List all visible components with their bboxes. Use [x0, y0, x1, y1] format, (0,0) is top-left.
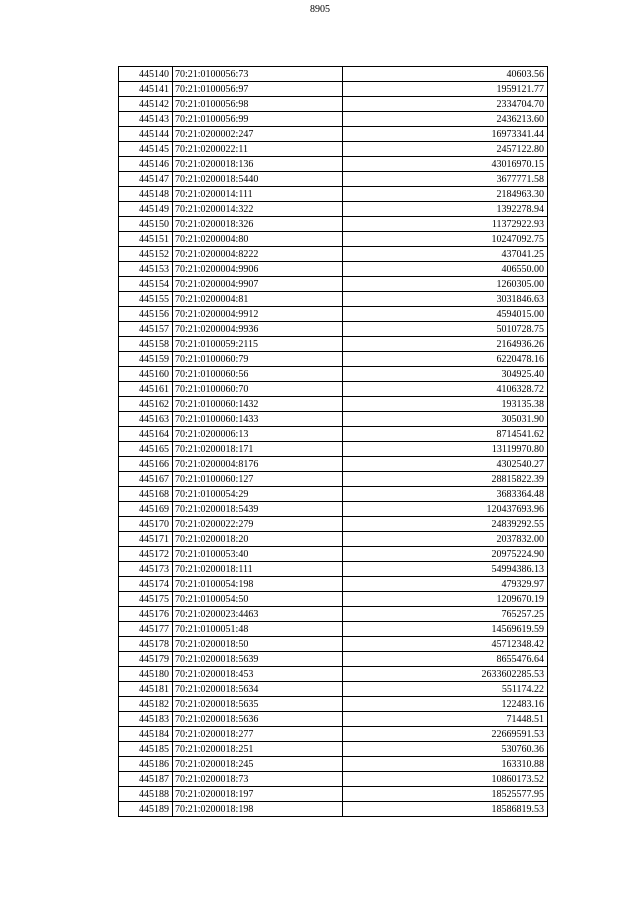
cadastral-number: 70:21:0200014:111 [173, 187, 343, 202]
row-number: 445140 [119, 67, 173, 82]
cadastral-number: 70:21:0200018:5634 [173, 682, 343, 697]
row-number: 445176 [119, 607, 173, 622]
table-row [119, 187, 548, 202]
row-number: 445159 [119, 352, 173, 367]
cadastral-number: 70:21:0200018:20 [173, 532, 343, 547]
table-row [119, 727, 548, 742]
table-row [119, 622, 548, 637]
table-row [119, 322, 548, 337]
table-row [119, 442, 548, 457]
row-number: 445152 [119, 247, 173, 262]
cadastral-number: 70:21:0100054:198 [173, 577, 343, 592]
row-number: 445188 [119, 787, 173, 802]
cadastral-value: 10247092.75 [343, 232, 548, 247]
cadastral-number: 70:21:0200004:80 [173, 232, 343, 247]
cadastral-number: 70:21:0200018:198 [173, 802, 343, 817]
cadastral-number: 70:21:0200004:81 [173, 292, 343, 307]
row-number: 445147 [119, 172, 173, 187]
cadastral-value: 40603.56 [343, 67, 548, 82]
table-row [119, 247, 548, 262]
cadastral-value: 2037832.00 [343, 532, 548, 547]
table-row [119, 607, 548, 622]
row-number: 445143 [119, 112, 173, 127]
cadastral-number: 70:21:0200018:73 [173, 772, 343, 787]
table-row [119, 652, 548, 667]
cadastral-value: 4594015.00 [343, 307, 548, 322]
table-row [119, 217, 548, 232]
cadastral-number: 70:21:0200018:5635 [173, 697, 343, 712]
cadastral-value: 5010728.75 [343, 322, 548, 337]
cadastral-number: 70:21:0200018:5440 [173, 172, 343, 187]
row-number: 445164 [119, 427, 173, 442]
cadastral-number: 70:21:0100060:1433 [173, 412, 343, 427]
table-row [119, 457, 548, 472]
cadastral-value: 1260305.00 [343, 277, 548, 292]
cadastral-number: 70:21:0200004:9906 [173, 262, 343, 277]
cadastral-value: 16973341.44 [343, 127, 548, 142]
table-row [119, 277, 548, 292]
table-row [119, 667, 548, 682]
cadastral-number: 70:21:0200018:111 [173, 562, 343, 577]
table-row [119, 802, 548, 817]
cadastral-value: 10860173.52 [343, 772, 548, 787]
cadastral-number: 70:21:0200018:245 [173, 757, 343, 772]
cadastral-value: 305031.90 [343, 412, 548, 427]
cadastral-number: 70:21:0100059:2115 [173, 337, 343, 352]
row-number: 445178 [119, 637, 173, 652]
table-row [119, 637, 548, 652]
cadastral-value: 1959121.77 [343, 82, 548, 97]
table-row [119, 367, 548, 382]
cadastral-number: 70:21:0200018:251 [173, 742, 343, 757]
table-row [119, 292, 548, 307]
cadastral-number: 70:21:0200018:197 [173, 787, 343, 802]
cadastral-number: 70:21:0200004:9936 [173, 322, 343, 337]
cadastral-value: 14569619.59 [343, 622, 548, 637]
cadastral-value: 551174.22 [343, 682, 548, 697]
cadastral-number: 70:21:0100054:50 [173, 592, 343, 607]
cadastral-number: 70:21:0200023:4463 [173, 607, 343, 622]
cadastral-number: 70:21:0200018:5439 [173, 502, 343, 517]
table-row [119, 232, 548, 247]
table-row [119, 697, 548, 712]
cadastral-number: 70:21:0100051:48 [173, 622, 343, 637]
table-row [119, 472, 548, 487]
cadastral-number: 70:21:0100060:79 [173, 352, 343, 367]
cadastral-value: 2633602285.53 [343, 667, 548, 682]
cadastral-value: 4302540.27 [343, 457, 548, 472]
cadastral-value: 120437693.96 [343, 502, 548, 517]
row-number: 445156 [119, 307, 173, 322]
cadastral-number: 70:21:0200018:50 [173, 637, 343, 652]
cadastral-value: 54994386.13 [343, 562, 548, 577]
row-number: 445175 [119, 592, 173, 607]
cadastral-value: 6220478.16 [343, 352, 548, 367]
cadastral-value: 406550.00 [343, 262, 548, 277]
cadastral-number: 70:21:0100060:127 [173, 472, 343, 487]
cadastral-number: 70:21:0100060:70 [173, 382, 343, 397]
table-row [119, 112, 548, 127]
row-number: 445183 [119, 712, 173, 727]
cadastral-number: 70:21:0100056:73 [173, 67, 343, 82]
cadastral-value: 8714541.62 [343, 427, 548, 442]
cadastral-value: 20975224.90 [343, 547, 548, 562]
table-row [119, 82, 548, 97]
table-row [119, 307, 548, 322]
table-row [119, 67, 548, 82]
row-number: 445171 [119, 532, 173, 547]
table-row [119, 562, 548, 577]
row-number: 445148 [119, 187, 173, 202]
row-number: 445169 [119, 502, 173, 517]
cadastral-value: 45712348.42 [343, 637, 548, 652]
cadastral-value: 479329.97 [343, 577, 548, 592]
row-number: 445149 [119, 202, 173, 217]
cadastral-value: 43016970.15 [343, 157, 548, 172]
cadastral-number: 70:21:0200004:9907 [173, 277, 343, 292]
cadastral-number: 70:21:0100056:99 [173, 112, 343, 127]
table-row [119, 502, 548, 517]
row-number: 445142 [119, 97, 173, 112]
cadastral-number: 70:21:0100060:56 [173, 367, 343, 382]
table-row [119, 487, 548, 502]
cadastral-value: 2334704.70 [343, 97, 548, 112]
row-number: 445151 [119, 232, 173, 247]
table-row [119, 787, 548, 802]
cadastral-number: 70:21:0200018:277 [173, 727, 343, 742]
cadastral-number: 70:21:0200004:9912 [173, 307, 343, 322]
cadastral-number: 70:21:0200018:453 [173, 667, 343, 682]
cadastral-value: 2184963.30 [343, 187, 548, 202]
cadastral-number: 70:21:0200004:8176 [173, 457, 343, 472]
page-number: 8905 [310, 4, 330, 15]
row-number: 445177 [119, 622, 173, 637]
table-row [119, 352, 548, 367]
table-row [119, 157, 548, 172]
row-number: 445168 [119, 487, 173, 502]
cadastral-value: 163310.88 [343, 757, 548, 772]
row-number: 445179 [119, 652, 173, 667]
cadastral-value: 193135.38 [343, 397, 548, 412]
table-row [119, 202, 548, 217]
cadastral-value: 437041.25 [343, 247, 548, 262]
row-number: 445161 [119, 382, 173, 397]
cadastral-value: 1209670.19 [343, 592, 548, 607]
cadastral-number: 70:21:0200022:279 [173, 517, 343, 532]
row-number: 445180 [119, 667, 173, 682]
cadastral-value: 18586819.53 [343, 802, 548, 817]
cadastral-value: 3031846.63 [343, 292, 548, 307]
table-row [119, 712, 548, 727]
row-number: 445162 [119, 397, 173, 412]
cadastral-number: 70:21:0200014:322 [173, 202, 343, 217]
table-row [119, 97, 548, 112]
row-number: 445173 [119, 562, 173, 577]
table-row [119, 757, 548, 772]
table-row [119, 142, 548, 157]
row-number: 445181 [119, 682, 173, 697]
cadastral-number: 70:21:0200004:8222 [173, 247, 343, 262]
cadastral-value: 13119970.80 [343, 442, 548, 457]
cadastral-value: 24839292.55 [343, 517, 548, 532]
cadastral-value-table [118, 66, 548, 817]
table-row [119, 262, 548, 277]
table-row [119, 382, 548, 397]
table-row [119, 427, 548, 442]
row-number: 445172 [119, 547, 173, 562]
table-row [119, 547, 548, 562]
cadastral-number: 70:21:0200018:5639 [173, 652, 343, 667]
row-number: 445184 [119, 727, 173, 742]
cadastral-value: 2164936.26 [343, 337, 548, 352]
cadastral-value: 3677771.58 [343, 172, 548, 187]
row-number: 445146 [119, 157, 173, 172]
cadastral-value: 11372922.93 [343, 217, 548, 232]
cadastral-value: 304925.40 [343, 367, 548, 382]
row-number: 445145 [119, 142, 173, 157]
cadastral-number: 70:21:0100056:98 [173, 97, 343, 112]
table-row [119, 592, 548, 607]
row-number: 445187 [119, 772, 173, 787]
cadastral-value: 122483.16 [343, 697, 548, 712]
cadastral-number: 70:21:0200018:326 [173, 217, 343, 232]
table-row [119, 412, 548, 427]
row-number: 445153 [119, 262, 173, 277]
table-row [119, 172, 548, 187]
row-number: 445163 [119, 412, 173, 427]
row-number: 445166 [119, 457, 173, 472]
cadastral-number: 70:21:0200022:11 [173, 142, 343, 157]
cadastral-number: 70:21:0200018:171 [173, 442, 343, 457]
table-row [119, 682, 548, 697]
row-number: 445154 [119, 277, 173, 292]
cadastral-number: 70:21:0100060:1432 [173, 397, 343, 412]
row-number: 445189 [119, 802, 173, 817]
cadastral-value: 2457122.80 [343, 142, 548, 157]
table-row [119, 337, 548, 352]
row-number: 445144 [119, 127, 173, 142]
row-number: 445186 [119, 757, 173, 772]
row-number: 445155 [119, 292, 173, 307]
row-number: 445157 [119, 322, 173, 337]
row-number: 445185 [119, 742, 173, 757]
row-number: 445165 [119, 442, 173, 457]
row-number: 445160 [119, 367, 173, 382]
table-row [119, 127, 548, 142]
cadastral-value: 2436213.60 [343, 112, 548, 127]
row-number: 445150 [119, 217, 173, 232]
cadastral-value: 71448.51 [343, 712, 548, 727]
row-number: 445158 [119, 337, 173, 352]
row-number: 445167 [119, 472, 173, 487]
cadastral-number: 70:21:0200002:247 [173, 127, 343, 142]
cadastral-number: 70:21:0200018:136 [173, 157, 343, 172]
table-row [119, 577, 548, 592]
cadastral-value: 530760.36 [343, 742, 548, 757]
table-row [119, 397, 548, 412]
cadastral-value: 3683364.48 [343, 487, 548, 502]
cadastral-number: 70:21:0200006:13 [173, 427, 343, 442]
cadastral-value: 765257.25 [343, 607, 548, 622]
cadastral-value: 8655476.64 [343, 652, 548, 667]
row-number: 445170 [119, 517, 173, 532]
table-row [119, 517, 548, 532]
cadastral-value: 28815822.39 [343, 472, 548, 487]
cadastral-value: 4106328.72 [343, 382, 548, 397]
table-row [119, 532, 548, 547]
table-row [119, 742, 548, 757]
row-number: 445182 [119, 697, 173, 712]
cadastral-number: 70:21:0100056:97 [173, 82, 343, 97]
cadastral-number: 70:21:0200018:5636 [173, 712, 343, 727]
cadastral-number: 70:21:0100053:40 [173, 547, 343, 562]
row-number: 445174 [119, 577, 173, 592]
row-number: 445141 [119, 82, 173, 97]
cadastral-value: 1392278.94 [343, 202, 548, 217]
table-row [119, 772, 548, 787]
cadastral-value: 18525577.95 [343, 787, 548, 802]
cadastral-value: 22669591.53 [343, 727, 548, 742]
cadastral-number: 70:21:0100054:29 [173, 487, 343, 502]
